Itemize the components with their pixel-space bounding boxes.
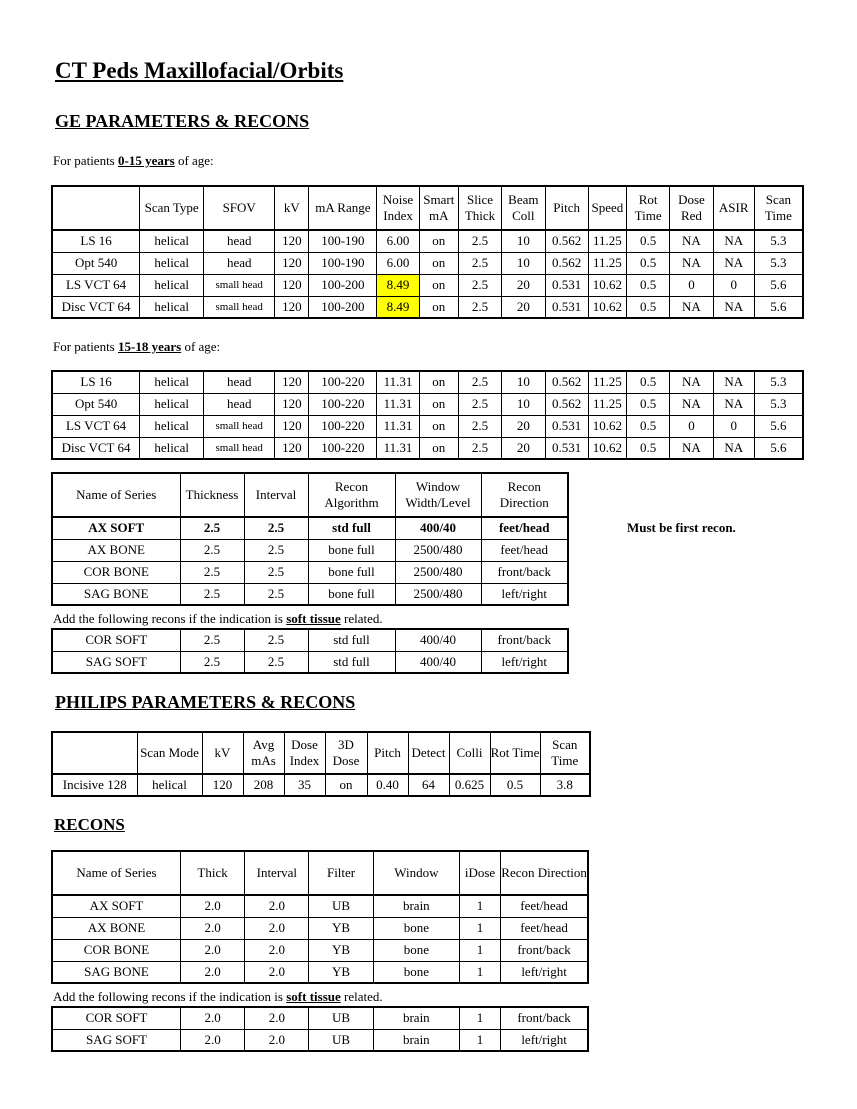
table-cell: 120 — [275, 230, 309, 252]
philips-extra-recon-table — [51, 1006, 589, 1052]
table-cell: 400/40 — [395, 517, 481, 539]
table-cell: feet/head — [481, 517, 568, 539]
table-cell: 10.62 — [588, 437, 626, 459]
ge-age-note-0-15: For patients 0-15 years of age: — [53, 153, 214, 168]
column-header: Noise Index — [377, 186, 419, 230]
table-cell: UB — [309, 1029, 373, 1051]
column-header: Name of Series — [52, 851, 180, 895]
table-row — [52, 274, 803, 296]
column-header: 3D Dose — [325, 732, 367, 774]
page-title: CT Peds Maxillofacial/Orbits — [55, 58, 344, 83]
table-cell: 2.5 — [244, 561, 308, 583]
table-row — [52, 895, 588, 917]
table-cell: 120 — [275, 252, 309, 274]
table-cell: 11.31 — [377, 437, 419, 459]
column-header: Thick — [180, 851, 244, 895]
table-cell: std full — [308, 651, 395, 673]
first-recon-note: Must be first recon. — [627, 520, 736, 535]
table-cell: std full — [308, 629, 395, 651]
table-cell: 0.562 — [545, 252, 588, 274]
column-header: mA Range — [309, 186, 377, 230]
column-header: iDose — [459, 851, 500, 895]
table-cell: 2.5 — [180, 561, 244, 583]
table-cell: front/back — [501, 939, 588, 961]
table-cell: 0.625 — [449, 774, 490, 796]
table-cell: brain — [373, 1029, 459, 1051]
table-cell: 2.5 — [458, 371, 501, 393]
ge-extra-note: Add the following recons if the indication is soft tissue related. — [53, 611, 383, 626]
table-cell: brain — [373, 1007, 459, 1029]
header-row — [52, 851, 588, 895]
table-cell: 11.25 — [588, 371, 626, 393]
table-cell: left/right — [501, 961, 588, 983]
row-label: SAG BONE — [52, 961, 180, 983]
table-cell: 100-200 — [309, 296, 377, 318]
table-cell: on — [419, 274, 458, 296]
table-cell: 0.5 — [626, 296, 669, 318]
table-row — [52, 252, 803, 274]
table-cell: 5.6 — [754, 296, 803, 318]
row-label: LS 16 — [52, 371, 140, 393]
table-cell: NA — [670, 230, 713, 252]
table-cell: 11.25 — [588, 393, 626, 415]
table-cell: small head — [204, 415, 275, 437]
table-cell: 100-190 — [309, 252, 377, 274]
table-cell: NA — [713, 437, 754, 459]
philips-recons-heading: RECONS — [54, 815, 125, 834]
table-cell: bone — [373, 961, 459, 983]
table-cell: 0.40 — [367, 774, 408, 796]
column-header: Rot Time — [626, 186, 669, 230]
table-cell: on — [419, 393, 458, 415]
row-label: COR BONE — [52, 939, 180, 961]
column-header: Smart mA — [419, 186, 458, 230]
column-header: Window — [373, 851, 459, 895]
table-cell: 6.00 — [377, 252, 419, 274]
table-cell: bone full — [308, 583, 395, 605]
row-label: COR BONE — [52, 561, 180, 583]
row-label: AX SOFT — [52, 517, 180, 539]
table-cell: bone — [373, 939, 459, 961]
table-row — [52, 917, 588, 939]
column-header: Filter — [309, 851, 373, 895]
table-cell: front/back — [481, 629, 568, 651]
table-cell: 2.0 — [180, 1029, 244, 1051]
table-cell: on — [419, 230, 458, 252]
table-cell: 5.6 — [754, 415, 803, 437]
table-cell: helical — [140, 230, 204, 252]
table-cell: UB — [309, 1007, 373, 1029]
table-cell: 0.562 — [545, 371, 588, 393]
table-cell: 0 — [670, 415, 713, 437]
table-row — [52, 939, 588, 961]
row-label: LS VCT 64 — [52, 415, 140, 437]
column-header: Slice Thick — [458, 186, 501, 230]
table-cell: 2.0 — [245, 917, 309, 939]
table-cell: head — [204, 230, 275, 252]
table-row — [52, 371, 803, 393]
row-label: SAG SOFT — [52, 651, 180, 673]
table-cell: 0 — [713, 274, 754, 296]
table-cell: 0 — [670, 274, 713, 296]
row-label: AX BONE — [52, 539, 180, 561]
table-cell: 0.531 — [545, 296, 588, 318]
table-cell: 120 — [202, 774, 243, 796]
column-header: Pitch — [545, 186, 588, 230]
column-header: Dose Red — [670, 186, 713, 230]
table-cell: 2.5 — [180, 583, 244, 605]
table-cell: feet/head — [501, 917, 588, 939]
column-header: Rot Time — [490, 732, 540, 774]
table-cell: bone full — [308, 539, 395, 561]
table-cell: helical — [140, 371, 204, 393]
table-cell: helical — [140, 415, 204, 437]
table-cell: 2.5 — [458, 296, 501, 318]
table-cell: helical — [140, 252, 204, 274]
column-header: Window Width/Level — [395, 473, 481, 517]
table-cell: 3.8 — [540, 774, 590, 796]
header-row — [52, 473, 568, 517]
table-cell: std full — [308, 517, 395, 539]
column-header: SFOV — [204, 186, 275, 230]
blank-cell — [52, 732, 137, 774]
row-label: SAG SOFT — [52, 1029, 180, 1051]
row-label: AX BONE — [52, 917, 180, 939]
table-cell: left/right — [481, 651, 568, 673]
table-cell: 10 — [502, 393, 545, 415]
table-cell: 2.0 — [245, 961, 309, 983]
table-cell: UB — [309, 895, 373, 917]
table-cell: left/right — [481, 583, 568, 605]
column-header: kV — [202, 732, 243, 774]
column-header: Recon Algorithm — [308, 473, 395, 517]
table-cell: brain — [373, 895, 459, 917]
table-row — [52, 561, 568, 583]
table-row — [52, 230, 803, 252]
table-cell: 100-220 — [309, 371, 377, 393]
ge-heading: GE PARAMETERS & RECONS — [55, 111, 310, 131]
column-header: Name of Series — [52, 473, 180, 517]
table-cell: 2.0 — [245, 1007, 309, 1029]
table-row — [52, 1007, 588, 1029]
table-cell: 100-200 — [309, 274, 377, 296]
row-label: LS VCT 64 — [52, 274, 140, 296]
table-cell: 100-190 — [309, 230, 377, 252]
table-row — [52, 415, 803, 437]
row-label: SAG BONE — [52, 583, 180, 605]
table-cell: on — [419, 371, 458, 393]
table-cell: on — [419, 415, 458, 437]
table-row — [52, 517, 568, 539]
table-cell: 2.0 — [180, 961, 244, 983]
table-cell: 0.562 — [545, 393, 588, 415]
table-cell: 0.5 — [490, 774, 540, 796]
table-cell: 20 — [502, 415, 545, 437]
table-cell: 10 — [502, 230, 545, 252]
ge-recon-table — [51, 472, 569, 606]
table-cell: NA — [670, 296, 713, 318]
table-row — [52, 774, 590, 796]
table-row — [52, 296, 803, 318]
ge-age-note-15-18: For patients 15-18 years of age: — [53, 339, 221, 354]
table-cell: 2500/480 — [395, 561, 481, 583]
table-cell: YB — [309, 961, 373, 983]
table-cell: 2.0 — [180, 939, 244, 961]
table-cell: 2.5 — [458, 252, 501, 274]
table-cell: 10 — [502, 371, 545, 393]
table-row — [52, 393, 803, 415]
row-label: Incisive 128 — [52, 774, 137, 796]
table-cell: 2.5 — [180, 539, 244, 561]
table-cell: 2.5 — [244, 517, 308, 539]
table-cell: 1 — [459, 1029, 500, 1051]
row-label: LS 16 — [52, 230, 140, 252]
table-cell: NA — [713, 230, 754, 252]
table-cell: 2.5 — [244, 539, 308, 561]
table-cell: 120 — [275, 371, 309, 393]
table-cell: NA — [670, 437, 713, 459]
ge-params-table-15-18 — [51, 370, 804, 460]
table-cell: NA — [713, 371, 754, 393]
table-cell: NA — [713, 296, 754, 318]
table-cell: head — [204, 252, 275, 274]
blank-cell — [52, 186, 140, 230]
table-cell: 1 — [459, 1007, 500, 1029]
column-header: Interval — [245, 851, 309, 895]
table-cell: 6.00 — [377, 230, 419, 252]
table-cell: 120 — [275, 393, 309, 415]
table-cell: helical — [140, 274, 204, 296]
column-header: Speed — [588, 186, 626, 230]
column-header: Recon Direction — [481, 473, 568, 517]
table-cell: 10.62 — [588, 415, 626, 437]
philips-recon-table — [51, 850, 589, 984]
table-cell: 2.5 — [180, 651, 244, 673]
table-cell: 2.5 — [458, 437, 501, 459]
table-cell: 11.25 — [588, 230, 626, 252]
row-label: COR SOFT — [52, 1007, 180, 1029]
table-cell: small head — [204, 296, 275, 318]
table-cell: 5.3 — [754, 252, 803, 274]
table-cell: on — [419, 252, 458, 274]
table-cell: 5.6 — [754, 437, 803, 459]
table-cell: helical — [140, 296, 204, 318]
table-cell: 5.3 — [754, 393, 803, 415]
table-cell: 5.3 — [754, 371, 803, 393]
table-cell: 0.562 — [545, 230, 588, 252]
table-cell: 8.49 — [377, 274, 419, 296]
column-header: Avg mAs — [243, 732, 284, 774]
table-cell: 0.531 — [545, 415, 588, 437]
table-cell: 2.5 — [458, 393, 501, 415]
header-row — [52, 732, 590, 774]
table-cell: 8.49 — [377, 296, 419, 318]
table-cell: 100-220 — [309, 415, 377, 437]
table-cell: 0.5 — [626, 415, 669, 437]
table-cell: NA — [713, 252, 754, 274]
table-cell: 2.5 — [244, 651, 308, 673]
table-cell: left/right — [501, 1029, 588, 1051]
table-cell: 11.31 — [377, 393, 419, 415]
table-cell: 2500/480 — [395, 539, 481, 561]
table-cell: 10.62 — [588, 274, 626, 296]
table-cell: 0.5 — [626, 437, 669, 459]
table-cell: 0.5 — [626, 252, 669, 274]
row-label: COR SOFT — [52, 629, 180, 651]
table-cell: 2.0 — [180, 895, 244, 917]
table-cell: bone — [373, 917, 459, 939]
table-cell: feet/head — [501, 895, 588, 917]
column-header: Scan Type — [140, 186, 204, 230]
table-cell: 10.62 — [588, 296, 626, 318]
table-cell: 100-220 — [309, 393, 377, 415]
table-cell: 0 — [713, 415, 754, 437]
table-cell: 2.5 — [458, 415, 501, 437]
column-header: Thickness — [180, 473, 244, 517]
table-row — [52, 629, 568, 651]
row-label: Disc VCT 64 — [52, 437, 140, 459]
table-row — [52, 651, 568, 673]
column-header: Interval — [244, 473, 308, 517]
table-cell: helical — [140, 437, 204, 459]
table-cell: 2.5 — [180, 517, 244, 539]
table-cell: 120 — [275, 415, 309, 437]
column-header: Pitch — [367, 732, 408, 774]
row-label: Disc VCT 64 — [52, 296, 140, 318]
column-header: Scan Time — [754, 186, 803, 230]
table-cell: NA — [670, 252, 713, 274]
table-cell: 0.531 — [545, 437, 588, 459]
table-cell: 1 — [459, 895, 500, 917]
table-cell: YB — [309, 917, 373, 939]
table-cell: 1 — [459, 939, 500, 961]
table-row — [52, 539, 568, 561]
table-cell: front/back — [481, 561, 568, 583]
table-cell: 2.5 — [244, 629, 308, 651]
row-label: Opt 540 — [52, 252, 140, 274]
philips-heading: PHILIPS PARAMETERS & RECONS — [55, 692, 356, 712]
table-cell: head — [204, 371, 275, 393]
column-header: Dose Index — [284, 732, 325, 774]
table-cell: helical — [140, 393, 204, 415]
ge-params-table-0-15 — [51, 185, 804, 319]
table-cell: 2.5 — [458, 274, 501, 296]
table-cell: 35 — [284, 774, 325, 796]
column-header: Scan Time — [540, 732, 590, 774]
header-row — [52, 186, 803, 230]
table-row — [52, 583, 568, 605]
column-header: Beam Coll — [502, 186, 545, 230]
table-row — [52, 961, 588, 983]
table-cell: 11.31 — [377, 415, 419, 437]
table-cell: 5.6 — [754, 274, 803, 296]
table-cell: NA — [670, 371, 713, 393]
table-cell: 11.25 — [588, 252, 626, 274]
table-cell: small head — [204, 437, 275, 459]
table-row — [52, 1029, 588, 1051]
table-cell: 400/40 — [395, 629, 481, 651]
table-cell: 64 — [408, 774, 449, 796]
table-cell: 400/40 — [395, 651, 481, 673]
column-header: kV — [275, 186, 309, 230]
table-cell: YB — [309, 939, 373, 961]
philips-params-table — [51, 731, 591, 797]
table-cell: NA — [670, 393, 713, 415]
row-label: AX SOFT — [52, 895, 180, 917]
table-cell: 2.5 — [458, 230, 501, 252]
column-header: ASIR — [713, 186, 754, 230]
table-cell: 1 — [459, 917, 500, 939]
table-cell: on — [419, 296, 458, 318]
table-cell: helical — [137, 774, 202, 796]
table-cell: 2.0 — [245, 1029, 309, 1051]
table-cell: small head — [204, 274, 275, 296]
table-cell: 20 — [502, 274, 545, 296]
ge-extra-recon-table — [51, 628, 569, 674]
table-cell: 1 — [459, 961, 500, 983]
table-cell: feet/head — [481, 539, 568, 561]
table-cell: 5.3 — [754, 230, 803, 252]
table-cell: 100-220 — [309, 437, 377, 459]
table-cell: 0.5 — [626, 393, 669, 415]
column-header: Detect — [408, 732, 449, 774]
table-cell: front/back — [501, 1007, 588, 1029]
table-cell: 0.5 — [626, 230, 669, 252]
table-cell: 20 — [502, 437, 545, 459]
table-cell: 2.0 — [180, 1007, 244, 1029]
table-cell: 120 — [275, 437, 309, 459]
table-cell: 2.5 — [244, 583, 308, 605]
table-cell: 0.5 — [626, 274, 669, 296]
table-cell: 2.0 — [245, 939, 309, 961]
column-header: Scan Mode — [137, 732, 202, 774]
table-cell: 2500/480 — [395, 583, 481, 605]
table-cell: 0.531 — [545, 274, 588, 296]
table-cell: 10 — [502, 252, 545, 274]
table-cell: bone full — [308, 561, 395, 583]
table-cell: 2.0 — [180, 917, 244, 939]
column-header: Colli — [449, 732, 490, 774]
table-cell: 208 — [243, 774, 284, 796]
table-cell: head — [204, 393, 275, 415]
table-cell: 2.0 — [245, 895, 309, 917]
table-cell: 11.31 — [377, 371, 419, 393]
column-header: Recon Direction — [501, 851, 588, 895]
table-cell: on — [419, 437, 458, 459]
philips-extra-note: Add the following recons if the indication is soft tissue related. — [53, 989, 383, 1004]
table-cell: NA — [713, 393, 754, 415]
table-cell: 20 — [502, 296, 545, 318]
table-cell: on — [325, 774, 367, 796]
row-label: Opt 540 — [52, 393, 140, 415]
table-cell: 0.5 — [626, 371, 669, 393]
table-cell: 120 — [275, 296, 309, 318]
table-cell: 120 — [275, 274, 309, 296]
table-row — [52, 437, 803, 459]
table-cell: 2.5 — [180, 629, 244, 651]
